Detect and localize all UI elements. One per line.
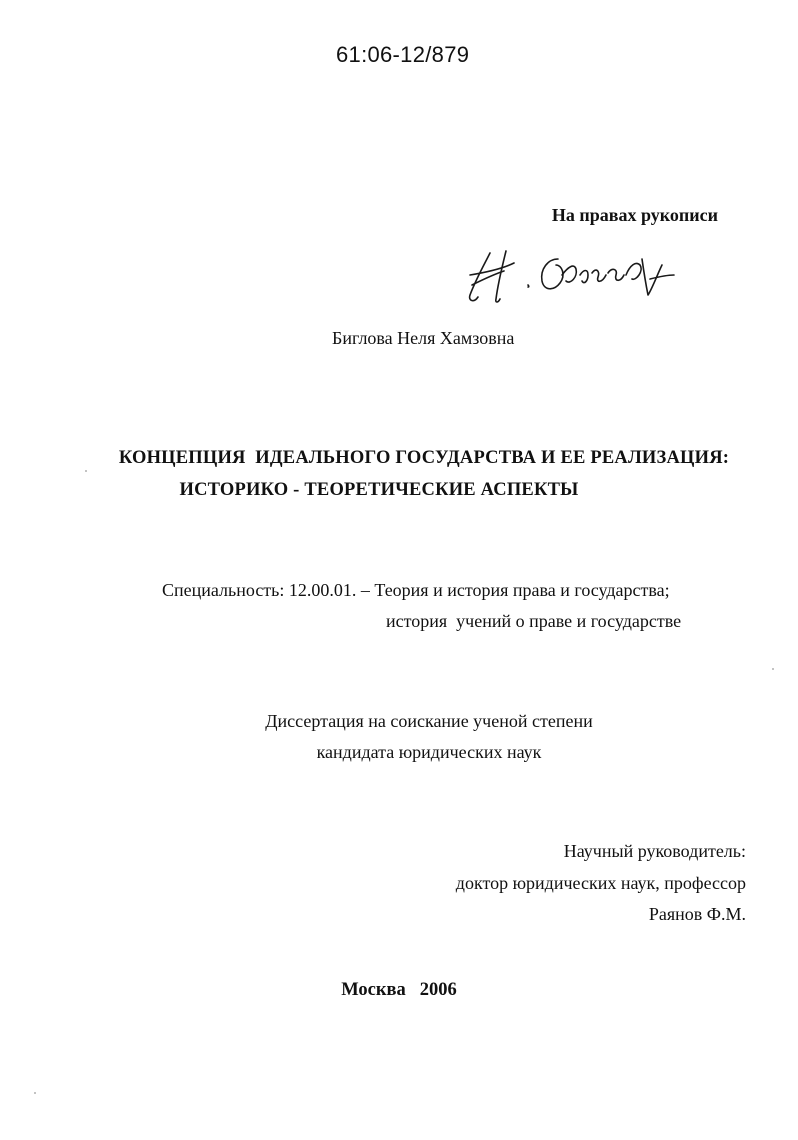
place-and-year: [0, 980, 798, 1001]
advisor-degree: доктор юридических наук, профессор: [455, 873, 746, 893]
scan-speck: [85, 470, 87, 472]
advisor-label: Научный руководитель:: [563, 841, 746, 861]
year: 2006: [419, 980, 457, 1000]
scan-speck: [772, 668, 774, 670]
specialty-line-2: история учений о праве и государстве: [386, 611, 682, 631]
specialty-line-1: Специальность: 12.00.01. – Теория и история права и государства;: [162, 580, 670, 600]
scan-speck: [34, 1092, 36, 1094]
dissertation-title-line-1: КОНЦЕПЦИЯ ИДЕАЛЬНОГО ГОСУДАРСТВА И ЕЕ РЕАЛИЗАЦИЯ:: [118, 448, 730, 468]
author-name: Биглова Неля Хамзовна: [332, 328, 515, 348]
doc-number: 61:06-12/879: [336, 42, 470, 67]
manuscript-note: На правах рукописи: [551, 205, 718, 225]
thesis-degree-line-2: кандидата юридических наук: [316, 742, 542, 762]
dissertation-title-line-2: ИСТОРИКО - ТЕОРЕТИЧЕСКИЕ АСПЕКТЫ: [179, 480, 579, 500]
city: Москва: [341, 980, 406, 1000]
advisor-name: Раянов Ф.М.: [648, 904, 746, 924]
author-signature: [462, 245, 692, 311]
thesis-degree-line-1: Диссертация на соискание ученой степени: [265, 711, 593, 731]
